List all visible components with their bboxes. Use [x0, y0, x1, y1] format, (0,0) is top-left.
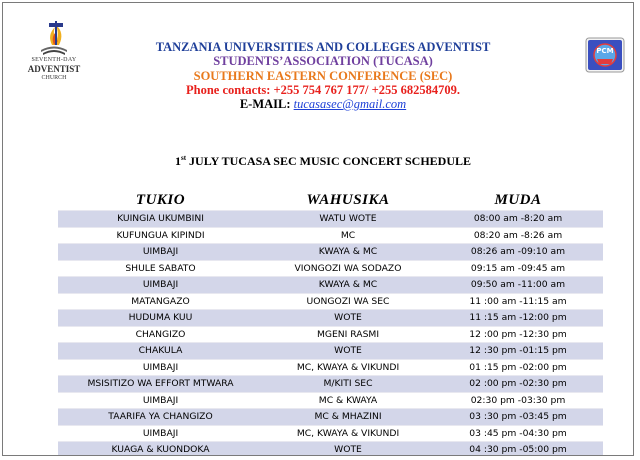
cell-wahusika: VIONGOZI WA SODAZO [263, 260, 433, 277]
cell-tukio: CHAKULA [58, 343, 263, 360]
table-row [58, 277, 603, 294]
cell-tukio: TAARIFA YA CHANGIZO [58, 409, 263, 426]
cell-tukio: UIMBAJI [58, 277, 263, 294]
cell-muda: 01 :15 pm -02:00 pm [433, 359, 603, 376]
cell-muda: 08:26 am -09:10 am [433, 244, 603, 261]
pcm-logo-text: PCM [596, 47, 614, 55]
cell-muda: 03 :30 pm -03:45 pm [433, 409, 603, 426]
logo-line-1: SEVENTH-DAY [31, 57, 77, 63]
conference-name: SOUTHERN EASTERN CONFERENCE (SEC) [193, 69, 453, 83]
table-row [58, 244, 603, 261]
cell-tukio: KUINGIA UKUMBINI [58, 211, 263, 228]
cell-wahusika: WOTE [263, 310, 433, 327]
schedule-title [3, 154, 634, 169]
cell-tukio: KUFUNGUA KIPINDI [58, 227, 263, 244]
cell-wahusika: MC, KWAYA & VIKUNDI [263, 425, 433, 442]
table-row [58, 227, 603, 244]
table-row [58, 425, 603, 442]
table-header-row [58, 190, 603, 211]
table-row [58, 359, 603, 376]
table-row [58, 211, 603, 228]
cell-muda: 04 :30 pm -05:00 pm [433, 442, 603, 457]
cell-tukio: MATANGAZO [58, 293, 263, 310]
cell-wahusika: MC & KWAYA [263, 392, 433, 409]
cell-wahusika: MC & MHAZINI [263, 409, 433, 426]
logo-line-2: ADVENTIST [27, 64, 81, 74]
table-row [58, 343, 603, 360]
logo-line-3: CHURCH [41, 75, 67, 81]
column-header-muda: MUDA [494, 191, 542, 208]
cell-muda: 09:15 am -09:45 am [433, 260, 603, 277]
cell-tukio: KUAGA & KUONDOKA [58, 442, 263, 457]
cell-muda: 08:20 am -8:26 am [433, 227, 603, 244]
table-row [58, 326, 603, 343]
title-suffix: st [180, 154, 187, 162]
cell-wahusika: MC [263, 227, 433, 244]
cell-tukio: HUDUMA KUU [58, 310, 263, 327]
cell-tukio: CHANGIZO [58, 326, 263, 343]
cell-muda: 08:00 am -8:20 am [433, 211, 603, 228]
cell-wahusika: WOTE [263, 343, 433, 360]
cell-wahusika: UONGOZI WA SEC [263, 293, 433, 310]
table-row [58, 293, 603, 310]
cell-tukio: UIMBAJI [58, 359, 263, 376]
table-row [58, 376, 603, 393]
cell-wahusika: KWAYA & MC [263, 277, 433, 294]
column-header-wahusika: WAHUSIKA [306, 191, 390, 208]
schedule-table [58, 190, 603, 456]
phone-contacts: Phone contacts: +255 754 767 177/ +255 682584709. [186, 83, 460, 97]
email-link[interactable]: tucasasec@gmail.com [293, 97, 407, 111]
title-rest: JULY TUCASA SEC MUSIC CONCERT SCHEDULE [186, 154, 472, 168]
cell-wahusika: M/KITI SEC [263, 376, 433, 393]
email-label: E-MAIL: [239, 97, 291, 111]
email-line [3, 97, 634, 112]
cell-tukio: UIMBAJI [58, 244, 263, 261]
cell-muda: 11 :00 am -11:15 am [433, 293, 603, 310]
table-row [58, 392, 603, 409]
cell-muda: 11 :15 am -12:00 pm [433, 310, 603, 327]
cell-tukio: MSISITIZO WA EFFORT MTWARA [58, 376, 263, 393]
cell-muda: 09:50 am -11:00 am [433, 277, 603, 294]
cell-wahusika: KWAYA & MC [263, 244, 433, 261]
cell-tukio: SHULE SABATO [58, 260, 263, 277]
cell-muda: 12 :30 pm -01:15 pm [433, 343, 603, 360]
cell-wahusika: MC, KWAYA & VIKUNDI [263, 359, 433, 376]
document-page [2, 2, 634, 456]
cell-muda: 03 :45 pm -04:30 pm [433, 425, 603, 442]
table-row [58, 409, 603, 426]
cell-wahusika: WATU WOTE [263, 211, 433, 228]
column-header-tukio: TUKIO [135, 191, 186, 208]
table-row [58, 310, 603, 327]
cell-wahusika: MGENI RASMI [263, 326, 433, 343]
cell-tukio: UIMBAJI [58, 425, 263, 442]
title-day: 1 [174, 154, 181, 168]
cell-muda: 02:30 pm -03:30 pm [433, 392, 603, 409]
org-name: TANZANIA UNIVERSITIES AND COLLEGES ADVENTIST [155, 40, 491, 54]
table-row [58, 442, 603, 457]
cell-muda: 02 :00 pm -02:30 pm [433, 376, 603, 393]
association-name: STUDENTS’ASSOCIATION (TUCASA) [213, 54, 433, 68]
cell-wahusika: WOTE [263, 442, 433, 457]
table-row [58, 260, 603, 277]
cell-muda: 12 :00 pm -12:30 pm [433, 326, 603, 343]
cell-tukio: UIMBAJI [58, 392, 263, 409]
